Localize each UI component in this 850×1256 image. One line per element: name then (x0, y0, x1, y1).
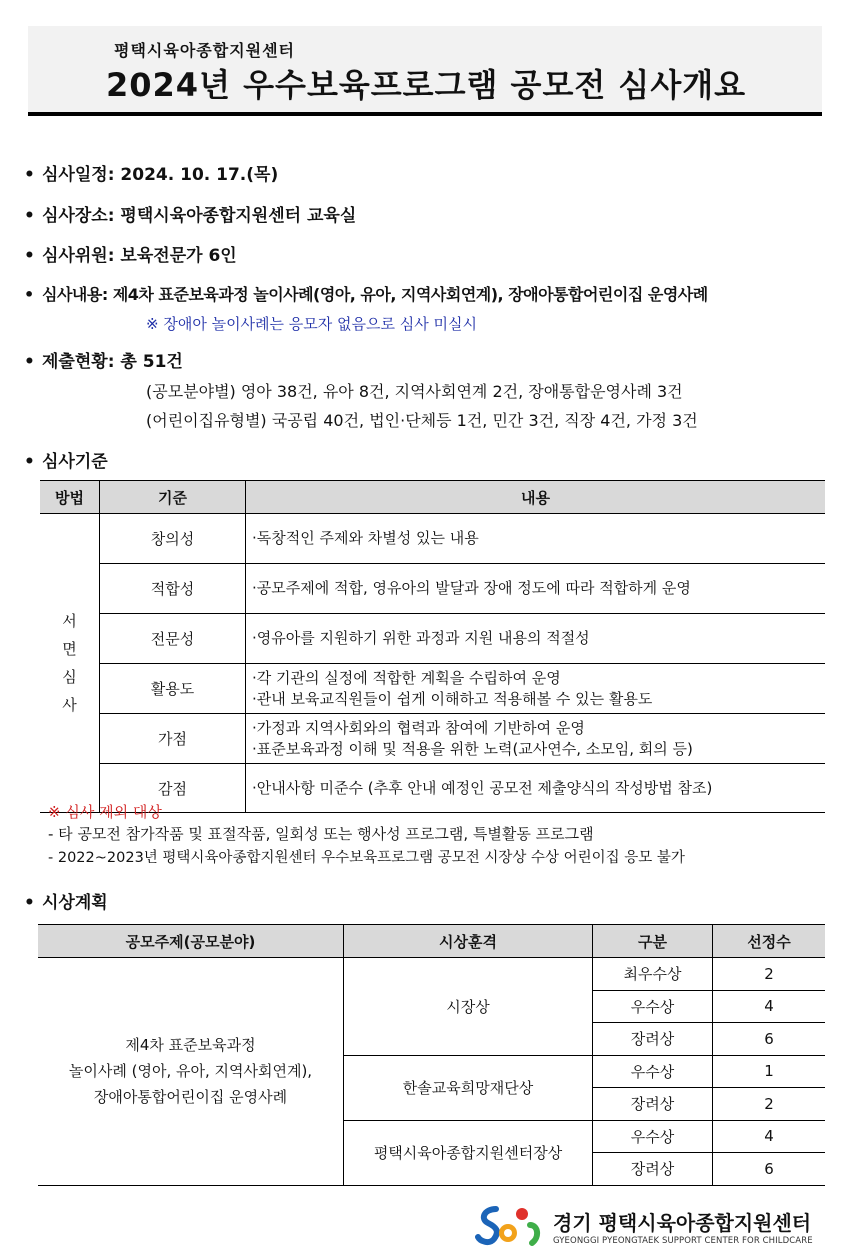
exclusion-title: ※ 심사 제외 대상 (48, 803, 162, 821)
content-note: ※ 장애아 놀이사례는 응모자 없음으로 심사 미실시 (146, 315, 477, 333)
award-table (38, 924, 825, 1186)
category-cell: 우수상 (593, 1120, 713, 1153)
criterion-cell: 가점 (100, 714, 246, 764)
count-cell: 4 (713, 990, 826, 1023)
review-place: • 심사장소: 평택시육아종합지원센터 교육실 (24, 206, 357, 226)
category-cell: 최우수상 (593, 958, 713, 991)
category-cell: 우수상 (593, 1055, 713, 1088)
table-row (40, 564, 825, 614)
table-row (40, 514, 825, 564)
review-content: • 심사내용: 제4차 표준보육과정 놀이사례(영아, 유아, 지역사회연계), 장애아통합어린이집 운영사례 (24, 285, 708, 304)
criteria-table (40, 480, 825, 813)
exclusion-item: - 타 공모전 참가작품 및 표절작품, 일회성 또는 행사성 프로그램, 특별활동 프로그램 (48, 825, 594, 843)
col-method: 방법 (40, 481, 100, 514)
center-name: 경기 평택시육아종합지원센터 (553, 1211, 812, 1235)
table-row (38, 958, 825, 991)
submission-by-field: (공모분야별) 영아 38건, 유아 8건, 지역사회연계 2건, 장애통합운영사례 3건 (146, 382, 683, 401)
topic-cell: 제4차 표준보육과정 놀이사례 (영아, 유아, 지역사회연계), 장애아통합어린이집 운영사례 (38, 958, 344, 1186)
content-cell: ·공모주제에 적합, 영유아의 발달과 장애 정도에 따라 적합하게 운영 (246, 564, 826, 614)
bullet-icon: • (24, 452, 35, 472)
bullet-icon: • (24, 246, 35, 266)
table-header-row (40, 481, 825, 514)
submission-by-type: (어린이집유형별) 국공립 40건, 법인·단체등 1건, 민간 3건, 직장 4건, 가정 3건 (146, 411, 698, 430)
col-content: 내용 (246, 481, 826, 514)
col-count: 선정수 (713, 925, 826, 958)
review-date: • 심사일정: 2024. 10. 17.(목) (24, 165, 279, 185)
col-criterion: 기준 (100, 481, 246, 514)
category-cell: 장려상 (593, 1088, 713, 1121)
award-name-cell: 시장상 (344, 958, 593, 1056)
bullet-icon: • (24, 893, 35, 913)
criterion-cell: 감점 (100, 764, 246, 813)
table-row (40, 714, 825, 764)
col-category: 구분 (593, 925, 713, 958)
table-row (40, 614, 825, 664)
category-cell: 우수상 (593, 990, 713, 1023)
criterion-cell: 활용도 (100, 664, 246, 714)
count-cell: 4 (713, 1120, 826, 1153)
review-judges: • 심사위원: 보육전문가 6인 (24, 246, 237, 266)
award-name-cell: 평택시육아종합지원센터장상 (344, 1120, 593, 1185)
count-cell: 2 (713, 1088, 826, 1121)
awards-heading: • 시상계획 (24, 893, 108, 913)
method-cell: 서 면 심 사 (40, 514, 100, 813)
count-cell: 6 (713, 1023, 826, 1056)
content-cell: ·독창적인 주제와 차별성 있는 내용 (246, 514, 826, 564)
content-cell: ·안내사항 미준수 (추후 안내 예정인 공모전 제출양식의 작성방법 참조) (246, 764, 826, 813)
count-cell: 2 (713, 958, 826, 991)
bullet-icon: • (24, 352, 35, 372)
category-cell: 장려상 (593, 1153, 713, 1186)
category-cell: 장려상 (593, 1023, 713, 1056)
col-award: 시상훈격 (344, 925, 593, 958)
page-header (28, 26, 822, 116)
criterion-cell: 창의성 (100, 514, 246, 564)
bullet-icon: • (24, 206, 35, 226)
content-cell: ·각 기관의 실정에 적합한 계획을 수립하여 운영 ·관내 보육교직원들이 쉽게 이해하고 적용해볼 수 있는 활용도 (246, 664, 826, 714)
criterion-cell: 적합성 (100, 564, 246, 614)
organization-name: 평택시육아종합지원센터 (114, 41, 296, 60)
count-cell: 6 (713, 1153, 826, 1186)
center-english-name: GYEONGGI PYEONGTAEK SUPPORT CENTER FOR CHILDCARE (553, 1236, 813, 1246)
center-logo-icon (474, 1203, 546, 1247)
criteria-heading: • 심사기준 (24, 452, 108, 472)
submission-status: • 제출현황: 총 51건 (24, 352, 183, 372)
content-cell: ·가정과 지역사회와의 협력과 참여에 기반하여 운영 ·표준보육과정 이해 및 적용을 위한 노력(교사연수, 소모임, 회의 등) (246, 714, 826, 764)
criterion-cell: 전문성 (100, 614, 246, 664)
bullet-icon: • (24, 165, 35, 185)
award-name-cell: 한솔교육희망재단상 (344, 1055, 593, 1120)
bullet-icon: • (24, 285, 34, 304)
exclusion-item: - 2022~2023년 평택시육아종합지원센터 우수보육프로그램 공모전 시장상 수상 어린이집 응모 불가 (48, 850, 685, 866)
table-row (40, 664, 825, 714)
content-cell: ·영유아를 지원하기 위한 과정과 지원 내용의 적절성 (246, 614, 826, 664)
count-cell: 1 (713, 1055, 826, 1088)
page-title: 2024년 우수보육프로그램 공모전 심사개요 (106, 66, 747, 104)
col-topic: 공모주제(공모분야) (38, 925, 344, 958)
table-header-row (38, 925, 825, 958)
